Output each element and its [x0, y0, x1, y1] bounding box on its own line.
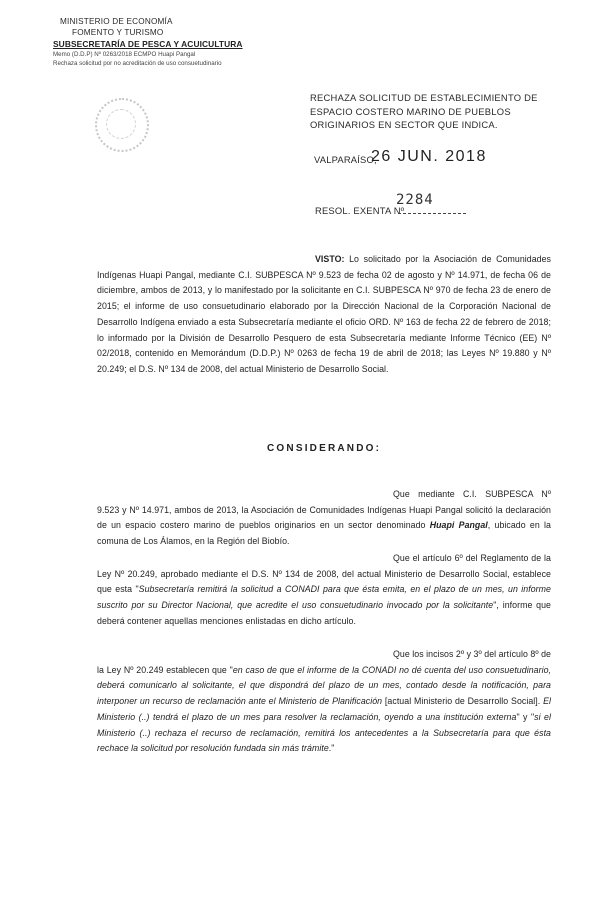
- c1-text: Que mediante C.I. SUBPESCA Nº 9.523 y Nº 14.971, ambos de 2013, la Asociación de Comunidades Indígenas Huapi Pangal solicitó la declaración de un espacio costero marino de pueblos originarios en un sector denominado: [97, 489, 551, 531]
- considerando-paragraph-1: [97, 487, 551, 550]
- considerando-heading: CONSIDERANDO:: [267, 443, 382, 454]
- memo-reference: Memo (D.D.P) Nº 0263/2018 ECMPO Huapi Pangal: [53, 51, 196, 58]
- c3-quote-3: si el Ministerio (..) rechaza el recurso de reclamación, remitirá los antecedentes a la Subsecretaría para que ésta rechace la solicitud por resolución fundada sin más trámite: [97, 711, 551, 754]
- considerando-paragraph-2: [97, 551, 551, 630]
- letterhead: [50, 16, 250, 68]
- c2-lead: Que el artículo 6º del Reglamento de la Ley Nº 20.249, aprobado mediante el D.S. Nº 134 de 2008, del actual Ministerio de Desarrollo Social, establece que esta ": [97, 553, 551, 595]
- resolution-underline: [398, 213, 466, 214]
- c3-mid-2: " y ": [516, 711, 535, 722]
- undersecretariat-name: SUBSECRETARÍA DE PESCA Y ACUICULTURA: [53, 39, 243, 49]
- c3-tail: .": [328, 743, 335, 754]
- c3-lead: Que los incisos 2º y 3º del artículo 8º de la Ley Nº 20.249 establecen que ": [97, 649, 551, 675]
- c1-tail: , ubicado en la comuna de Los Álamos, en la Región del Biobío.: [97, 520, 551, 547]
- document-summary: Rechaza solicitud por no acreditación de uso consuetudinario: [53, 60, 222, 67]
- c3-quote-1: en caso de que el informe de la CONADI no dé cuenta del uso consuetudinario, deberá comunicarlo al solicitante, el que dispondrá del plazo de un mes, contado desde la notificación, para interponer un recurso de reclamación ante el Ministerio de Planificación: [97, 664, 552, 707]
- c2-quote: Subsecretaría remitirá la solicitud a CONADI para que ésta emita, en el plazo de un mes, un informe suscrito por su Director Nacional, que acredite el uso consuetudinario invocado por la solicitante: [97, 584, 551, 611]
- c2-tail: ", informe que deberá contener aquellas menciones enlistadas en dicho artículo.: [97, 600, 551, 626]
- visto-paragraph: [97, 252, 551, 378]
- ministry-subname: FOMENTO Y TURISMO: [72, 28, 164, 37]
- visto-label: VISTO:: [315, 254, 345, 264]
- considerando-paragraph-3: [97, 647, 551, 757]
- faded-seal-stamp: [95, 98, 149, 152]
- resolution-date: 26 JUN. 2018: [371, 148, 487, 165]
- resolution-number: 2284: [396, 192, 434, 208]
- place-label: VALPARAÍSO,: [314, 154, 377, 165]
- resolution-label: RESOL. EXENTA Nº: [315, 205, 405, 216]
- visto-text: Lo solicitado por la Asociación de Comunidades Indígenas Huapi Pangal, mediante C.I. SUBPESCA Nº 9.523 de fecha 02 de agosto y Nº 14.971, de fecha 06 de diciembre, ambos de 2013, y lo manifestado por la solicitante en C.I. SUBPESCA Nº 970 de fecha 23 de enero de 2015; el informe de uso consuetudinario elaborado por la Dirección Nacional de la Corporación Nacional de Desarrollo Indígena enviado a esta Subsecretaría mediante el oficio ORD. Nº 163 de fecha 22 de febrero de 2018; lo informado por la División de Desarrollo Pesquero de esta Subsecretaría mediante Informe Técnico (EE) Nº 02/2018, contenido en Memorándum (D.D.P.) Nº 0263 de fecha 19 de abril de 2018; las Leyes Nº 19.880 y Nº 20.249; el D.S. Nº 134 de 2008, del actual Ministerio de Desarrollo Social.: [97, 254, 552, 374]
- c3-quote-2: El Ministerio (..) tendrá el plazo de un mes para resolver la reclamación, oyendo a una institución externa: [97, 696, 552, 722]
- c3-mid: [actual Ministerio de Desarrollo Social].: [382, 696, 544, 707]
- ministry-name: MINISTERIO DE ECONOMÍA: [60, 17, 173, 26]
- resolution-subject: RECHAZA SOLICITUD DE ESTABLECIMIENTO DE ESPACIO COSTERO MARINO DE PUEBLOS ORIGINARIOS EN SECTOR QUE INDICA.: [310, 92, 538, 131]
- c1-place-name: Huapi Pangal: [429, 520, 488, 531]
